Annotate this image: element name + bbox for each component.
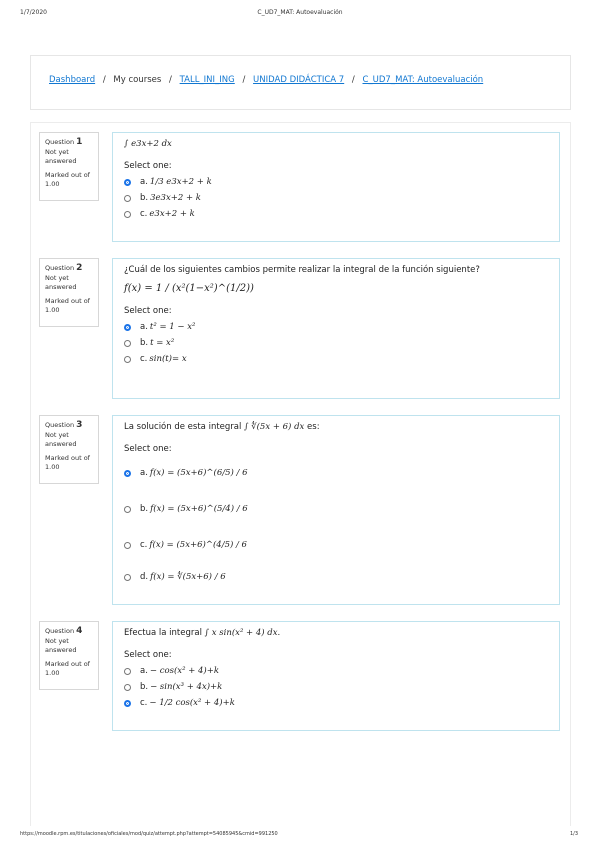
answer-option[interactable] <box>124 698 548 708</box>
radio-button[interactable] <box>124 356 131 363</box>
breadcrumb-bar <box>30 55 571 110</box>
option-text: sin(t)= x <box>149 354 187 364</box>
option-text: − cos(x² + 4)+k <box>149 666 220 676</box>
radio-button[interactable] <box>124 470 131 477</box>
question-mark: Marked out of 1.00 <box>45 453 90 471</box>
print-page-number: 1/3 <box>569 831 578 837</box>
breadcrumb <box>49 75 483 85</box>
question-number: 2 <box>76 263 83 273</box>
print-title: C_UD7_MAT: Autoevaluación <box>257 9 343 16</box>
answer-option[interactable] <box>124 540 548 550</box>
question-label: Question <box>45 627 75 635</box>
select-one-label: Select one: <box>124 444 172 454</box>
question-card <box>112 258 560 399</box>
select-one-label: Select one: <box>124 161 172 171</box>
radio-button[interactable] <box>124 195 131 202</box>
option-text: t = x² <box>150 338 175 348</box>
breadcrumb-course[interactable]: TALL_INI_ING <box>179 75 235 85</box>
answer-option[interactable] <box>124 209 548 219</box>
question-mark: Marked out of 1.00 <box>45 659 90 677</box>
option-letter: b. <box>140 338 149 348</box>
question-text <box>124 628 548 638</box>
breadcrumb-separator: / <box>351 75 355 85</box>
question-status: Not yet answered <box>45 273 77 291</box>
answer-option[interactable] <box>124 177 548 187</box>
answer-option[interactable] <box>124 193 548 203</box>
answer-option[interactable] <box>124 468 548 478</box>
option-text: − 1/2 cos(x² + 4)+k <box>149 698 235 708</box>
select-one-label: Select one: <box>124 650 172 660</box>
option-text: f(x) = (5x+6)^(6/5) / 6 <box>149 468 248 478</box>
question-text <box>124 422 548 432</box>
question-formula: ∫ ∜(5x + 6) dx <box>244 422 305 432</box>
option-letter: b. <box>140 504 149 514</box>
option-letter: b. <box>140 682 149 692</box>
question-info <box>39 415 99 484</box>
option-text: − sin(x³ + 4x)+k <box>150 682 223 692</box>
breadcrumb-quiz[interactable]: C_UD7_MAT: Autoevaluación <box>362 75 484 85</box>
question-number: 1 <box>76 137 83 147</box>
answer-option[interactable] <box>124 322 548 332</box>
option-letter: c. <box>140 354 148 364</box>
answer-option[interactable] <box>124 504 548 514</box>
breadcrumb-my-courses: My courses <box>113 75 162 85</box>
answer-option[interactable] <box>124 354 548 364</box>
question-card <box>112 132 560 242</box>
option-text: f(x) = (5x+6)^(4/5) / 6 <box>149 540 247 550</box>
question-text-prefix: Efectua la integral <box>124 628 202 638</box>
question-text-suffix: es: <box>307 422 320 432</box>
question-number: 4 <box>76 626 83 636</box>
question-number: 3 <box>76 420 83 430</box>
radio-button[interactable] <box>124 574 131 581</box>
question-status: Not yet answered <box>45 636 77 654</box>
breadcrumb-dashboard[interactable]: Dashboard <box>49 75 96 85</box>
question-card <box>112 621 560 731</box>
option-letter: b. <box>140 193 149 203</box>
question-label: Question <box>45 138 75 146</box>
print-url: https://moodle.rpm.es/titulaciones/oficiales/mod/quiz/attempt.php?attempt=54085945&cmid=991250 <box>20 831 278 837</box>
question-mark: Marked out of 1.00 <box>45 170 90 188</box>
answer-option[interactable] <box>124 338 548 348</box>
question-formula: ∫ x sin(x² + 4) dx. <box>204 628 281 638</box>
option-letter: a. <box>140 322 148 332</box>
question-label: Question <box>45 264 75 272</box>
answer-option[interactable] <box>124 572 548 582</box>
question-text: ¿Cuál de los siguientes cambios permite realizar la integral de la función siguiente? <box>124 265 480 275</box>
question-status: Not yet answered <box>45 430 77 448</box>
select-one-label: Select one: <box>124 306 172 316</box>
radio-button[interactable] <box>124 211 131 218</box>
answer-option[interactable] <box>124 666 548 676</box>
question-card <box>112 415 560 605</box>
question-info <box>39 621 99 690</box>
breadcrumb-unit[interactable]: UNIDAD DIDÁCTICA 7 <box>253 75 345 85</box>
option-letter: c. <box>140 209 148 219</box>
option-letter: c. <box>140 540 148 550</box>
print-date: 1/7/2020 <box>20 9 47 16</box>
question-mark: Marked out of 1.00 <box>45 296 90 314</box>
radio-button[interactable] <box>124 668 131 675</box>
radio-button[interactable] <box>124 684 131 691</box>
question-text-prefix: La solución de esta integral <box>124 422 242 432</box>
breadcrumb-separator: / <box>169 75 172 85</box>
option-letter: a. <box>140 177 148 187</box>
question-text: ∫ e3x+2 dx <box>124 139 172 149</box>
question-status: Not yet answered <box>45 147 77 165</box>
question-formula: f(x) = 1 / (x²(1−x²)^(1/2)) <box>124 283 254 294</box>
option-text: 3e3x+2 + k <box>150 193 201 203</box>
option-text: f(x) = ∜(5x+6) / 6 <box>150 572 226 582</box>
breadcrumb-separator: / <box>102 75 106 85</box>
question-info <box>39 258 99 327</box>
option-letter: d. <box>140 572 149 582</box>
radio-button[interactable] <box>124 542 131 549</box>
breadcrumb-separator: / <box>242 75 246 85</box>
option-letter: c. <box>140 698 148 708</box>
radio-button[interactable] <box>124 700 131 707</box>
option-text: t² = 1 − x² <box>149 322 196 332</box>
option-text: e3x+2 + k <box>149 209 195 219</box>
option-text: 1/3 e3x+2 + k <box>149 177 212 187</box>
radio-button[interactable] <box>124 324 131 331</box>
option-letter: a. <box>140 666 148 676</box>
answer-option[interactable] <box>124 682 548 692</box>
radio-button[interactable] <box>124 179 131 186</box>
option-text: f(x) = (5x+6)^(5/4) / 6 <box>150 504 248 514</box>
radio-button[interactable] <box>124 340 131 347</box>
question-info <box>39 132 99 201</box>
radio-button[interactable] <box>124 506 131 513</box>
question-label: Question <box>45 421 75 429</box>
option-letter: a. <box>140 468 148 478</box>
